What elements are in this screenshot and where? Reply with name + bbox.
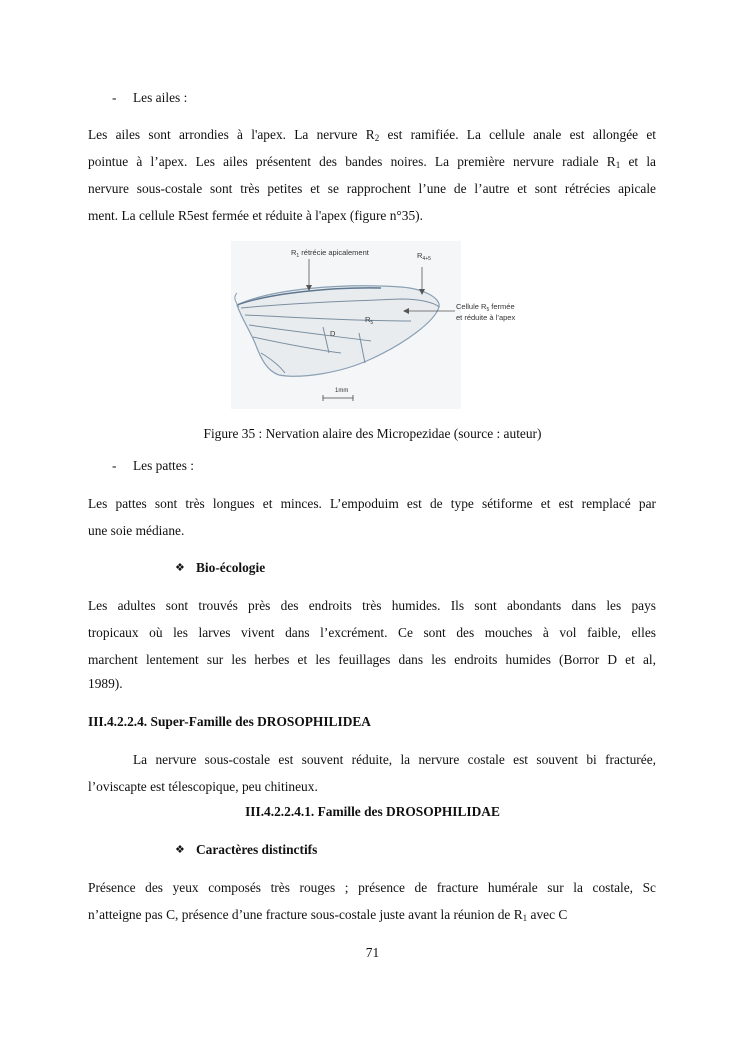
paragraph-line: n’atteigne pas C, présence d’une fracture sous-costale juste avant la réunion de $R_1$ avec C [88,907,568,923]
paragraph-line: une soie médiane. [88,523,185,538]
figure-scale-label: 1mm [335,388,349,394]
figure-caption: Figure 35 : Nervation alaire des Micropezidae (source : auteur) [203,426,542,441]
diamond-bullet-icon: ❖ [175,562,185,574]
paragraph-line: Les ailes sont arrondies à l'apex. La nervure $R_2$ est ramifiée. La cellule anale est allongée et [88,127,657,143]
paragraph-line: nervure sous-costale sont très petites et se rapprochent l’une de l’autre et sont rétrécies apicale [88,181,656,196]
figure-label-r45: $R_{4+5}$ [417,251,431,262]
paragraph-line: Les pattes sont très longues et minces. L’empoduim est de type sétiforme et est remplacé par [88,496,656,511]
figure-label-cell-r5: Cellule $R_5$ fermée [456,302,515,313]
list-dash: - [112,90,117,105]
paragraph-line: tropicaux où les larves vivent dans l’excrément. Ce sont des mouches à vol faible, elles [88,625,656,640]
paragraph-line: ment. La cellule R5est fermée et réduite à l'apex (figure n°35). [88,208,423,223]
diamond-bullet-icon: ❖ [175,844,185,856]
page-number: 71 [365,945,380,960]
figure-label-r1: $R_1$ rétrécie apicalement [291,248,369,259]
paragraph-line: l’oviscapte est télescopique, peu chitineux. [88,779,318,794]
section-heading-superfamily: III.4.2.2.4. Super-Famille des DROSOPHILIDEA [88,714,371,729]
subsection-title-ailes: Les ailes : [133,90,188,105]
paragraph-line: Les adultes sont trouvés près des endroits très humides. Ils sont abondants dans les pays [88,598,656,613]
figure-label-r5: $R_5$ [365,315,374,326]
wing-venation-figure [231,241,521,409]
list-dash: - [112,458,117,473]
section-heading-family: III.4.2.2.4.1. Famille des DROSOPHILIDAE [245,804,500,819]
section-heading-caracteres: Caractères distinctifs [196,842,318,857]
wing-drawing [231,241,521,409]
paragraph-line: marchent lentement sur les herbes et les feuillages dans les endroits humides (Borror D et al, [88,652,656,667]
figure-label-cell-r5-line2: et réduite à l’apex [456,313,516,322]
section-heading-bio-ecologie: Bio-écologie [196,560,266,575]
paragraph-line: La nervure sous-costale est souvent réduite, la nervure costale est souvent bi fracturée, [133,752,656,767]
subsection-title-pattes: Les pattes : [133,458,194,473]
paragraph-line: pointue à l’apex. Les ailes présentent des bandes noires. La première nervure radiale $R_1$ et la [88,154,657,170]
figure-label-d: D [330,329,336,338]
paragraph-line: Présence des yeux composés très rouges ; présence de fracture humérale sur la costale, Sc [88,880,656,895]
paragraph-line: 1989). [88,676,123,691]
